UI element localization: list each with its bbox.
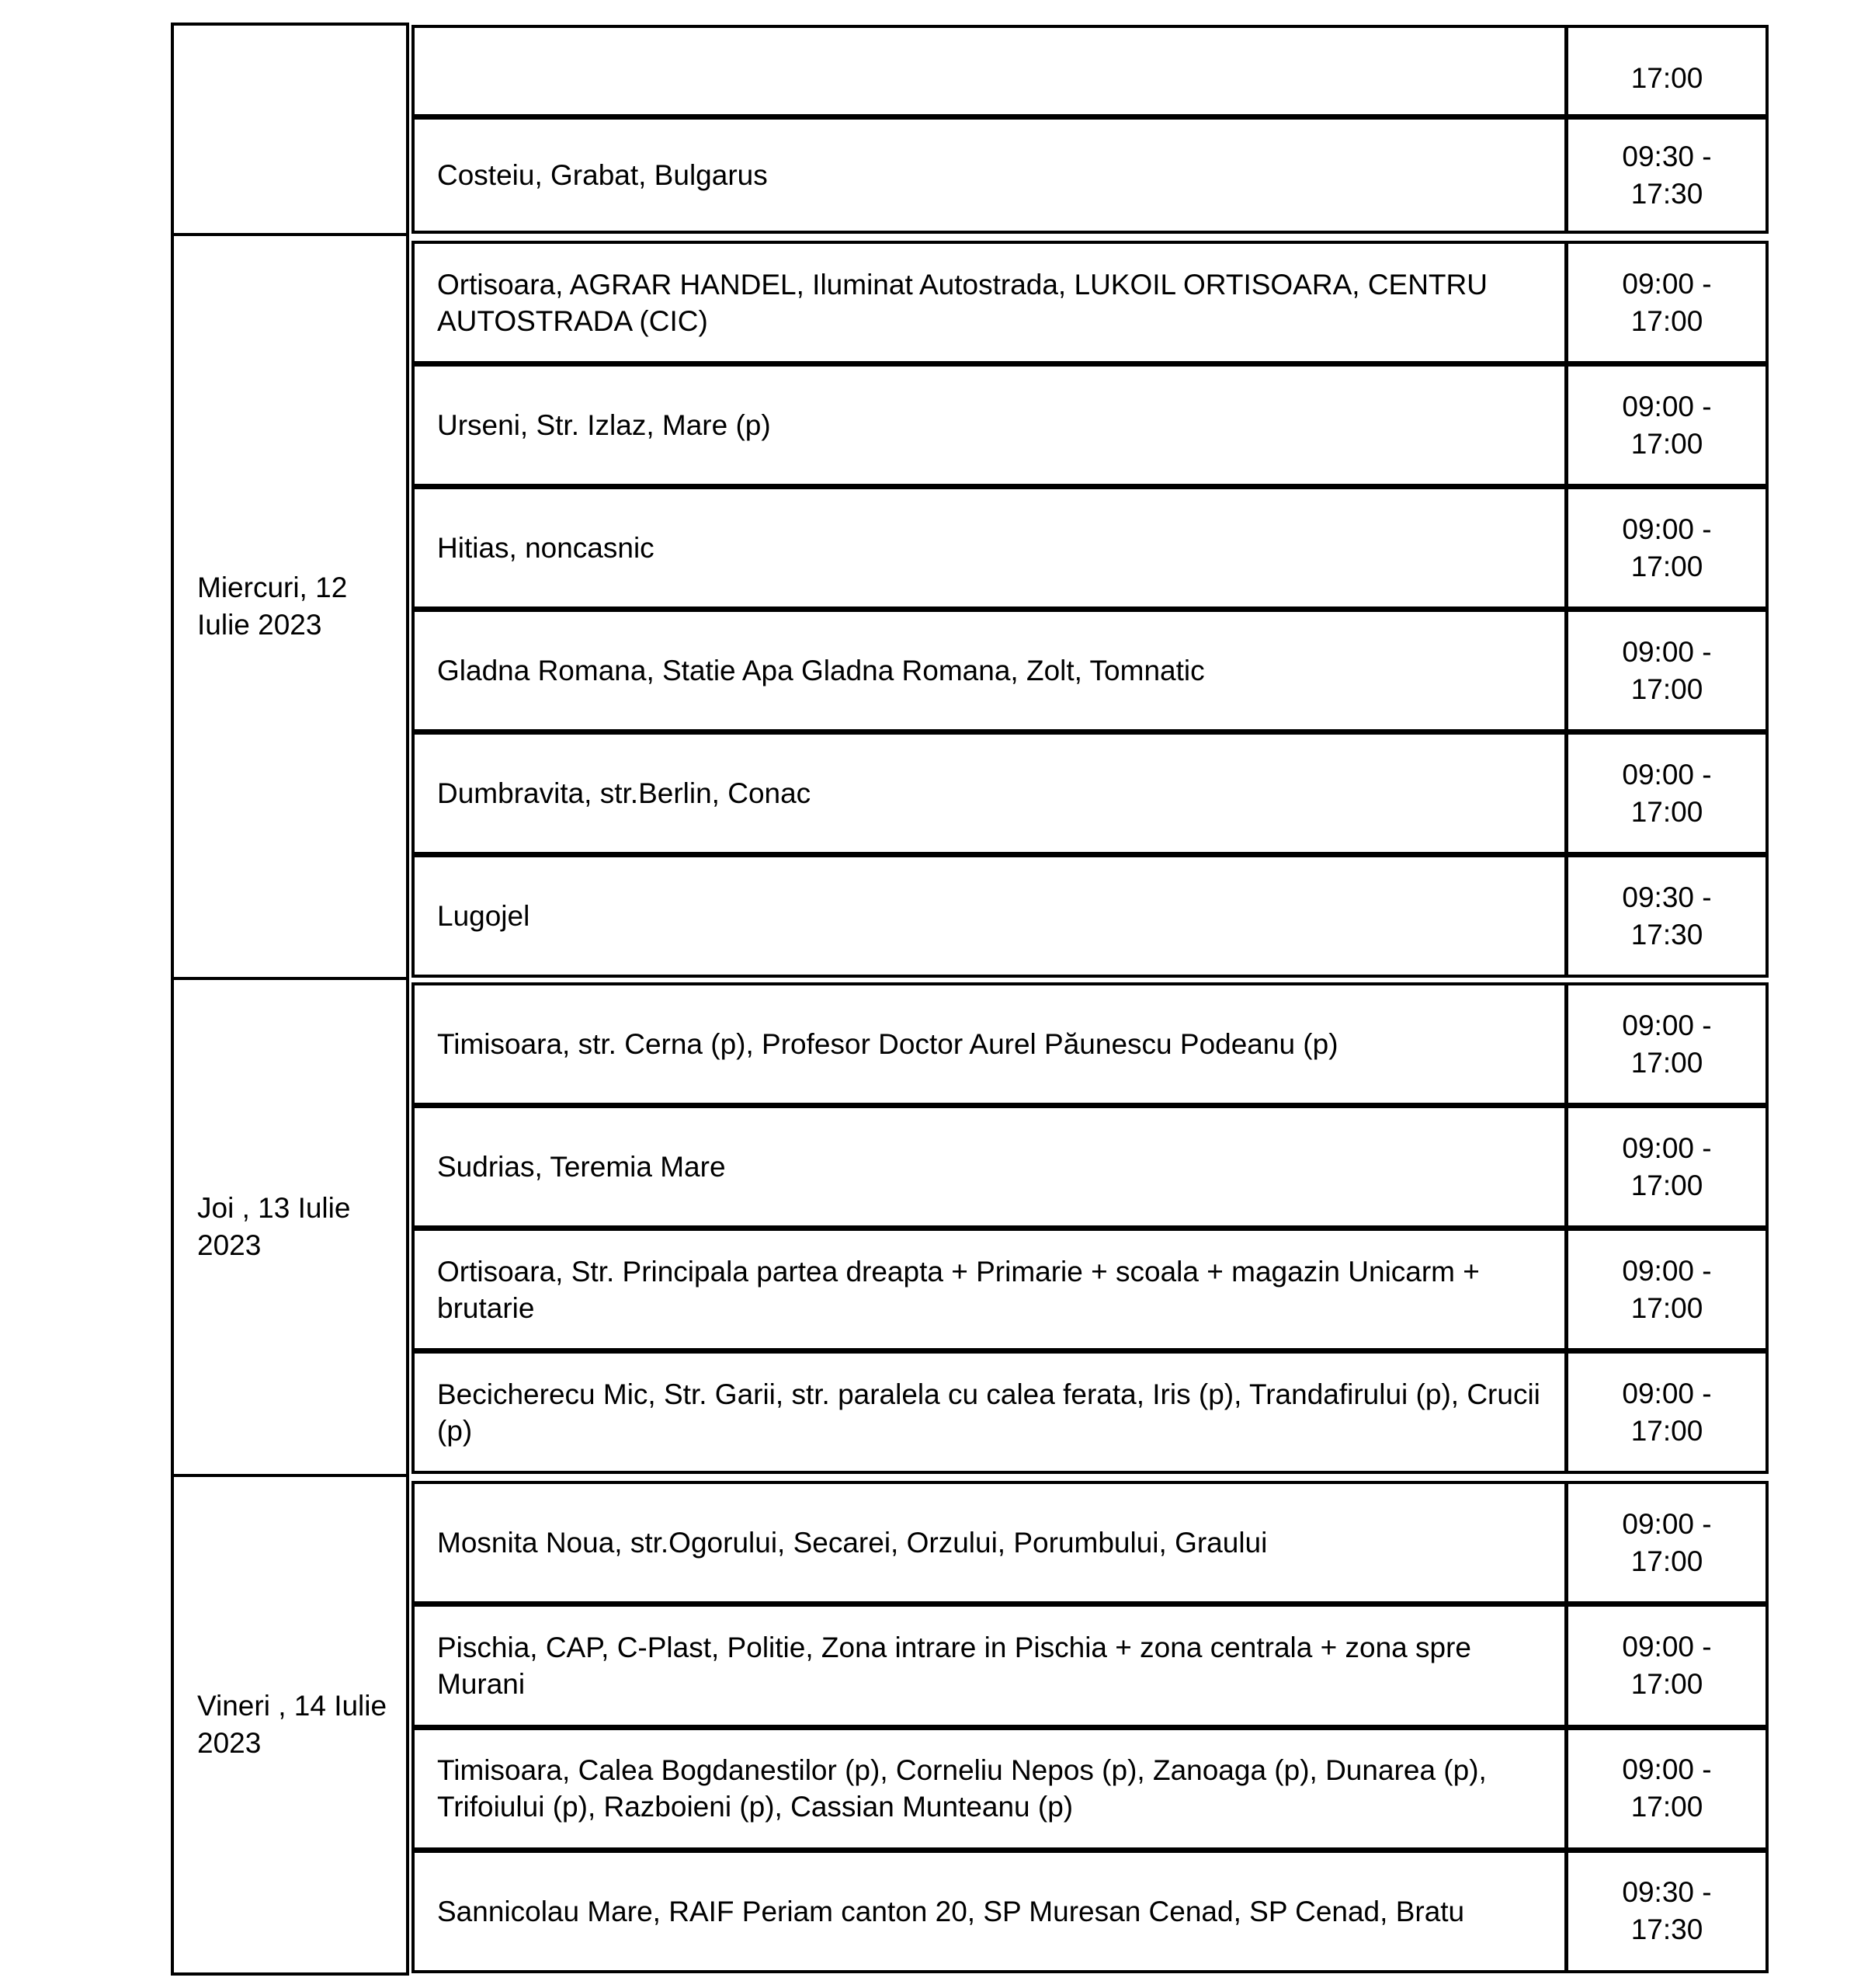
table-row (415, 484, 1765, 606)
time-cell (1564, 857, 1765, 975)
location-cell: Mosnita Noua, str.Ogorului, Secarei, Orzului, Porumbului, Graului (437, 1527, 1268, 1559)
schedule-block-vineri (171, 1477, 1769, 1976)
table-row (415, 729, 1765, 852)
time-cell (1564, 28, 1765, 114)
table-row (415, 244, 1765, 361)
table-row (415, 985, 1765, 1103)
time-cell (1564, 1730, 1765, 1847)
outage-table (411, 1481, 1769, 1973)
time-label: 09:00 - 17:00 (1622, 635, 1712, 705)
time-cell (1564, 612, 1765, 729)
time-label: 09:00 - 17:00 (1622, 1131, 1712, 1201)
location-cell: Pischia, CAP, C-Plast, Politie, Zona intrare in Pischia + zona centrala + zona spre Murani (437, 1631, 1471, 1700)
time-label: 09:00 - 17:00 (1622, 1630, 1712, 1700)
table-row (415, 606, 1765, 729)
date-cell (171, 1477, 409, 1976)
table-row (415, 114, 1765, 231)
schedule-block-joi (171, 980, 1769, 1477)
table-row (415, 1847, 1765, 1970)
outage-table (411, 241, 1769, 978)
time-cell (1564, 1354, 1765, 1471)
location-cell: Ortisoara, AGRAR HANDEL, Iluminat Autostrada, LUKOIL ORTISOARA, CENTRU AUTOSTRADA (CIC) (437, 268, 1488, 337)
table-row (415, 1601, 1765, 1724)
location-cell: Sannicolau Mare, RAIF Periam canton 20, SP Muresan Cenad, SP Cenad, Bratu (437, 1895, 1465, 1927)
time-cell (1564, 1231, 1765, 1348)
location-cell: Sudrias, Teremia Mare (437, 1151, 726, 1183)
time-label: 09:00 - 17:00 (1622, 1254, 1712, 1324)
location-cell: Becicherecu Mic, Str. Garii, str. paralela cu calea ferata, Iris (p), Trandafirului (p), Crucii (p) (437, 1378, 1540, 1447)
time-cell (1564, 1484, 1765, 1601)
time-cell (1564, 735, 1765, 852)
table-row (415, 1484, 1765, 1601)
time-cell (1564, 1853, 1765, 1970)
date-label: Joi , 13 Iulie 2023 (197, 1192, 351, 1261)
location-cell: Urseni, Str. Izlaz, Mare (p) (437, 409, 771, 441)
time-label: 09:30 - 17:30 (1622, 881, 1712, 951)
table-row (415, 1225, 1765, 1348)
location-cell (415, 28, 1564, 114)
table-row (415, 852, 1765, 975)
time-label: 09:00 - 17:00 (1622, 758, 1712, 828)
time-label: 09:30 - 17:30 (1622, 140, 1712, 210)
location-cell: Costeiu, Grabat, Bulgarus (437, 159, 768, 191)
date-cell (171, 23, 409, 236)
date-cell (171, 980, 409, 1477)
outage-table (411, 982, 1769, 1474)
schedule-block-miercuri (171, 236, 1769, 980)
location-cell: Lugojel (437, 900, 530, 932)
outage-table (411, 25, 1769, 234)
location-cell: Gladna Romana, Statie Apa Gladna Romana, Zolt, Tomnatic (437, 655, 1205, 686)
table-row (415, 1348, 1765, 1471)
schedule-block-continued (171, 23, 1769, 236)
time-label: 17:00 (1630, 62, 1703, 94)
location-cell: Ortisoara, Str. Principala partea dreapta + Primarie + scoala + magazin Unicarm + brutarie (437, 1255, 1480, 1324)
time-label: 09:00 - 17:00 (1622, 1753, 1712, 1823)
table-row (415, 361, 1765, 484)
date-cell (171, 236, 409, 980)
time-cell (1564, 489, 1765, 606)
time-label: 09:00 - 17:00 (1622, 1009, 1712, 1079)
location-cell: Timisoara, str. Cerna (p), Profesor Doctor Aurel Păunescu Podeanu (p) (437, 1028, 1338, 1060)
location-cell: Hitias, noncasnic (437, 532, 654, 564)
time-label: 09:00 - 17:00 (1622, 1377, 1712, 1447)
table-row (415, 1103, 1765, 1225)
time-label: 09:00 - 17:00 (1622, 267, 1712, 337)
time-cell (1564, 1108, 1765, 1225)
time-cell (1564, 367, 1765, 484)
time-label: 09:30 - 17:30 (1622, 1876, 1712, 1946)
location-cell: Timisoara, Calea Bogdanestilor (p), Corneliu Nepos (p), Zanoaga (p), Dunarea (p), Trifoiului (p), Razboieni (p), Cassian Munteanu (p) (437, 1754, 1487, 1823)
table-row (415, 28, 1765, 114)
location-cell: Dumbravita, str.Berlin, Conac (437, 777, 811, 809)
time-cell (1564, 985, 1765, 1103)
date-label: Miercuri, 12 Iulie 2023 (197, 572, 348, 641)
time-label: 09:00 - 17:00 (1622, 390, 1712, 460)
table-row (415, 1725, 1765, 1847)
time-label: 09:00 - 17:00 (1622, 513, 1712, 582)
time-cell (1564, 1607, 1765, 1724)
time-cell (1564, 120, 1765, 231)
time-label: 09:00 - 17:00 (1622, 1507, 1712, 1577)
date-label: Vineri , 14 Iulie 2023 (197, 1690, 387, 1759)
time-cell (1564, 244, 1765, 361)
